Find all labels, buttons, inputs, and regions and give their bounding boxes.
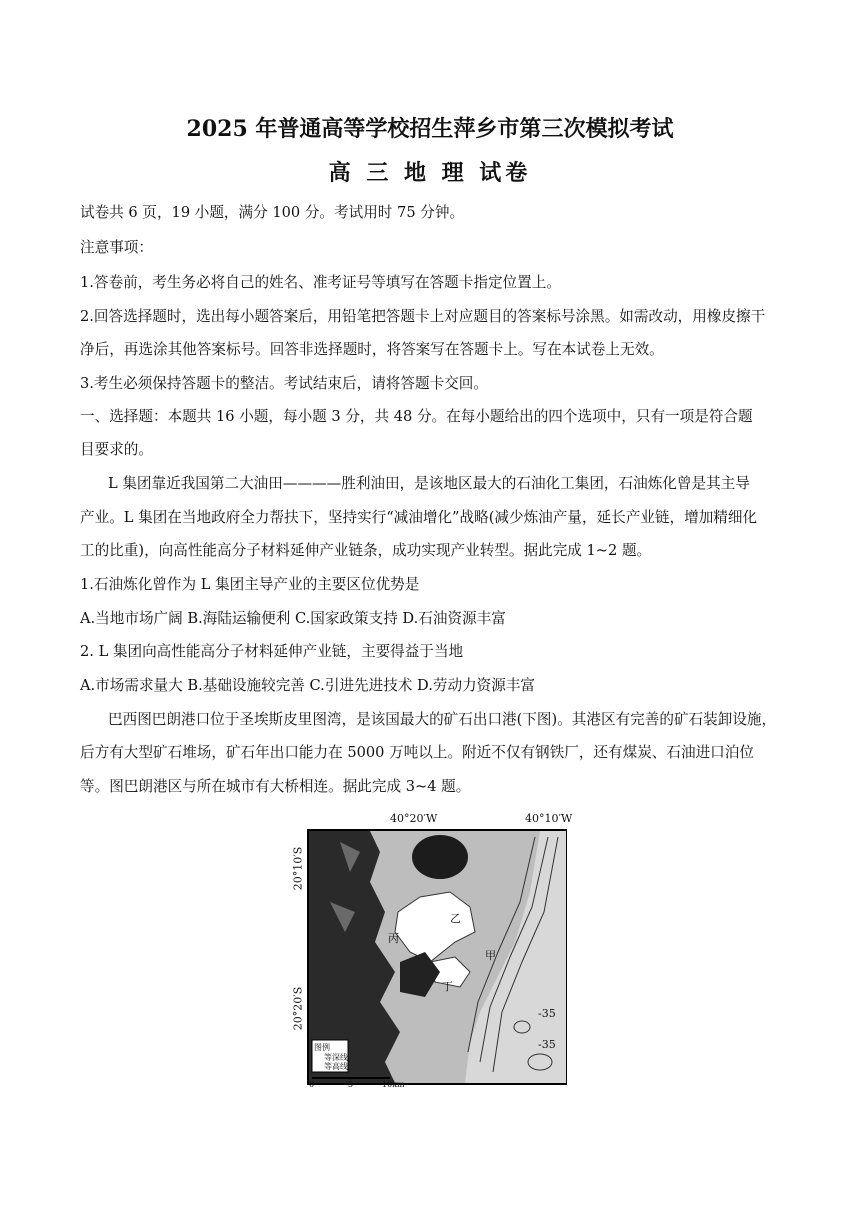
question-2: 2. L 集团向高性能高分子材料延伸产业链，主要得益于当地 <box>80 643 464 660</box>
exam-title: 2025 年普通高等学校招生萍乡市第三次模拟考试 <box>186 116 674 142</box>
scale-label: 10km <box>382 1080 405 1089</box>
lat-label: 20°20′S <box>291 986 305 1031</box>
passage-line: 产业。L 集团在当地政府全力帮扶下，坚持实行“减油增化”战略(减少炼油产量，延长产业链，增加精细化 <box>80 509 758 526</box>
notice-heading: 注意事项： <box>80 239 153 256</box>
map-figure <box>300 812 573 1092</box>
notice-line: 2.回答选择题时，选出每小题答案后，用铅笔把答题卡上对应题目的答案标号涂黑。如需改动，用橡皮擦干 <box>80 308 766 325</box>
notice-line: 净后，再选涂其他答案标号。回答非选择题时，将答案写在答题卡上。写在本试卷上无效。 <box>80 341 664 358</box>
section-heading: 目要求的。 <box>80 441 153 458</box>
scale-label: 5 <box>348 1080 354 1089</box>
legend-title: 图例 <box>314 1043 330 1052</box>
passage-line: 等。图巴朗港区与所在城市有大桥相连。据此完成 3~4 题。 <box>80 778 471 795</box>
legend-item: 等高线 <box>324 1062 348 1071</box>
exam-info: 试卷共 6 页，19 小题，满分 100 分。考试用时 75 分钟。 <box>80 204 465 221</box>
lon-label: 40°20′W <box>390 812 438 825</box>
exam-subtitle: 高 三 地 理 试卷 <box>328 160 532 186</box>
question-1: 1.石油炼化曾作为 L 集团主导产业的主要区位优势是 <box>80 576 420 593</box>
legend-item: 等深线 <box>324 1053 348 1062</box>
section-heading: 一、选择题：本题共 16 小题，每小题 3 分，共 48 分。在每小题给出的四个选项中，只有一项是符合题 <box>80 408 753 425</box>
passage-line: 工的比重)，向高性能高分子材料延伸产业链条，成功实现产业转型。据此完成 1~2 题。 <box>80 542 652 559</box>
notice-line: 1.答卷前，考生务必将自己的姓名、准考证号等填写在答题卡指定位置上。 <box>80 274 561 291</box>
place-label-bing: 丙 <box>388 932 399 945</box>
passage-line: 巴西图巴朗港口位于圣埃斯皮里图湾，是该国最大的矿石出口港(下图)。其港区有完善的矿石装卸设施， <box>108 711 777 728</box>
notice-line: 3.考生必须保持答题卡的整洁。考试结束后，请将答题卡交回。 <box>80 375 488 392</box>
lon-label: 40°10′W <box>525 812 573 825</box>
place-label-yi: 乙 <box>450 912 461 925</box>
depth-label: -35 <box>538 1007 556 1020</box>
passage-line: 后方有大型矿石堆场，矿石年出口能力在 5000 万吨以上。附近不仅有钢铁厂，还有煤炭、石油进口泊位 <box>80 744 754 761</box>
passage-line: L 集团靠近我国第二大油田————胜利油田，是该地区最大的石油化工集团，石油炼化曾是其主导 <box>108 475 750 492</box>
depth-label: -35 <box>538 1038 556 1051</box>
question-2-options: A.市场需求量大 B.基础设施较完善 C.引进先进技术 D.劳动力资源丰富 <box>80 677 536 694</box>
question-1-options: A.当地市场广阔 B.海陆运输便利 C.国家政策支持 D.石油资源丰富 <box>80 610 506 627</box>
place-label-jia: 甲 <box>485 949 496 962</box>
place-label-ding: 丁 <box>442 980 453 993</box>
lat-label: 20°10′S <box>291 846 305 891</box>
scale-label: 0 <box>309 1080 315 1089</box>
port-map <box>291 812 573 1092</box>
